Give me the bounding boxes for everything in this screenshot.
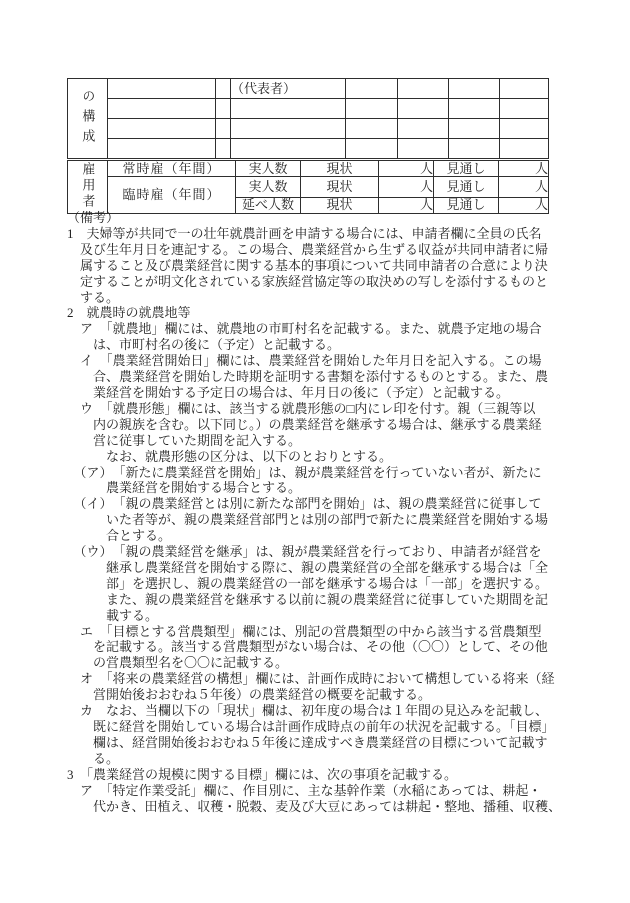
empty-cell bbox=[449, 79, 500, 99]
empty-cell bbox=[216, 79, 231, 99]
note-line: 定することが明文化されている家族経営協定等の取決めの写しを添付するものと bbox=[67, 273, 549, 289]
empty-cell bbox=[231, 119, 346, 139]
status-unit-label: 人 bbox=[379, 161, 434, 177]
outlook-unit-label: 人 bbox=[499, 177, 549, 198]
notes-section bbox=[67, 210, 587, 814]
note-line: 2 就農時の就農地等 bbox=[67, 305, 191, 321]
table-row bbox=[68, 139, 549, 159]
table-row bbox=[68, 119, 549, 139]
representative-label-cell: （代表者） bbox=[231, 79, 346, 99]
note-line: ウ 「就農形態」欄には、該当する就農形態の□内にレ印を付す。親（三親等以 bbox=[67, 400, 536, 416]
empty-cell bbox=[216, 119, 231, 139]
empty-cell bbox=[108, 79, 216, 99]
empty-cell bbox=[216, 139, 231, 159]
note-line: なお、就農形態の区分は、以下のとおりとする。 bbox=[67, 448, 393, 464]
note-line: カ なお、当欄以下の「現状」欄は、初年度の場合は１年間の見込みを記載し、 bbox=[67, 703, 549, 719]
empty-cell bbox=[398, 79, 449, 99]
note-line: 農業経営を開始する場合とする。 bbox=[67, 480, 302, 496]
note-line: の営農類型名を〇〇に記載する。 bbox=[67, 655, 289, 671]
empty-cell bbox=[108, 119, 216, 139]
household-composition-table bbox=[67, 78, 549, 159]
outlook-label: 見通し bbox=[434, 177, 499, 198]
count-type-label: 延べ人数 bbox=[236, 197, 301, 213]
outlook-unit-label: 人 bbox=[499, 161, 549, 177]
note-line: ア 「就農地」欄には、就農地の市町村名を記載する。また、就農予定地の場合 bbox=[67, 321, 542, 337]
table-row bbox=[68, 79, 549, 99]
count-type-label: 実人数 bbox=[236, 161, 301, 177]
outlook-label: 見通し bbox=[434, 197, 499, 213]
empty-cell bbox=[449, 119, 500, 139]
note-line: る。 bbox=[67, 750, 120, 766]
outlook-unit-label: 人 bbox=[499, 197, 549, 213]
status-label: 現状 bbox=[301, 197, 379, 213]
note-line: する。 bbox=[67, 289, 120, 305]
note-line: エ 「目標とする営農類型」欄には、別記の営農類型の中から該当する営農類型 bbox=[67, 623, 542, 639]
empty-cell bbox=[346, 119, 398, 139]
empty-cell bbox=[398, 99, 449, 119]
table-row bbox=[68, 161, 549, 177]
note-line: 合とする。 bbox=[67, 528, 172, 544]
note-line: 3 「農業経営の規模に関する目標」欄には、次の事項を記載する。 bbox=[67, 766, 458, 782]
note-line: いた者等が、親の農業経営部門とは別の部門で新たに農業経営を開始する場 bbox=[67, 512, 549, 528]
empty-cell bbox=[346, 139, 398, 159]
empty-cell bbox=[108, 139, 216, 159]
status-label: 現状 bbox=[301, 177, 379, 198]
employment-side-label bbox=[68, 161, 108, 214]
note-line: また、親の農業経営を継承する以前に親の農業経営に従事していた期間を記 bbox=[67, 591, 549, 607]
note-line: 欄は、経営開始後おおむね５年後に達成すべき農業経営の目標について記載す bbox=[67, 734, 548, 750]
note-line: 内の親族を含む。以下同じ。）の農業経営を継承する場合は、継承する農業経 bbox=[67, 416, 542, 432]
note-line: ア 「特定作業受託」欄に、作目別に、主な基幹作業（水稲にあっては、耕起・ bbox=[67, 782, 542, 798]
empty-cell bbox=[449, 99, 500, 119]
empty-cell bbox=[449, 139, 500, 159]
note-line: 業経営を開始する予定日の場合は、年月日の後に（予定）と記載する。 bbox=[67, 384, 510, 400]
note-line: 既に経営を開始している場合は計画作成時点の前年の状況を記載する。「目標」 bbox=[67, 719, 555, 734]
note-line: （イ） 「親の農業経営とは別に新たな部門を開始」は、親の農業経営に従事して bbox=[67, 496, 542, 512]
note-line: 継承し農業経営を開始する際に、親の農業経営の全部を継承する場合は「全 bbox=[67, 559, 549, 575]
regular-employment-label: 常時雇（年間） bbox=[108, 161, 236, 177]
status-unit-label: 人 bbox=[379, 177, 434, 198]
household-composition-side-label bbox=[68, 79, 108, 159]
note-line: 営開始後おおむね５年後）の農業経営の概要を記載する。 bbox=[67, 687, 432, 703]
empty-cell bbox=[398, 119, 449, 139]
table-row bbox=[68, 99, 549, 119]
employment-table bbox=[67, 160, 549, 214]
temporary-employment-label: 臨時雇（年間） bbox=[108, 177, 236, 214]
table-row bbox=[68, 177, 549, 198]
note-line: を記載する。該当する営農類型がない場合は、その他（〇〇）として、その他 bbox=[67, 639, 548, 655]
note-line: 1 夫婦等が共同で一の壮年就農計画を申請する場合には、申請者欄に全員の氏名 bbox=[67, 225, 542, 241]
note-line: （ア） 「新たに農業経営を開始」は、親が農業経営を行っていない者が、新たに bbox=[67, 464, 542, 480]
outlook-label: 見通し bbox=[434, 161, 499, 177]
count-type-label: 実人数 bbox=[236, 177, 301, 198]
status-label: 現状 bbox=[301, 161, 379, 177]
note-line: オ 「将来の農業経営の構想」欄には、計画作成時において構想している将来（経 bbox=[67, 671, 555, 687]
note-line: 合、農業経営を開始した時期を証明する書類を添付するものとする。また、農 bbox=[67, 369, 549, 385]
empty-cell bbox=[216, 99, 231, 119]
empty-cell bbox=[500, 139, 549, 159]
side-label-text: 雇用者 bbox=[80, 162, 96, 210]
empty-cell bbox=[346, 79, 398, 99]
note-line: 営に従事していた期間を記入する。 bbox=[67, 432, 302, 448]
empty-cell bbox=[346, 99, 398, 119]
empty-cell bbox=[231, 99, 346, 119]
note-line: は、市町村名の後に（予定）と記載する。 bbox=[67, 337, 341, 353]
empty-cell bbox=[500, 99, 549, 119]
note-line: 及び生年月日を連記する。この場合、農業経営から生ずる収益が共同申請者に帰 bbox=[67, 241, 549, 257]
empty-cell bbox=[500, 79, 549, 99]
note-line: イ 「農業経営開始日」欄には、農業経営を開始した年月日を記入する。この場 bbox=[67, 353, 542, 369]
note-line: 載する。 bbox=[67, 607, 159, 623]
empty-cell bbox=[231, 139, 346, 159]
empty-cell bbox=[500, 119, 549, 139]
status-unit-label: 人 bbox=[379, 197, 434, 213]
note-line: 部」を選択し、親の農業経営の一部を継承する場合は「一部」を選択する。 bbox=[67, 575, 549, 591]
note-line: （ウ） 「親の農業経営を継承」は、親が農業経営を行っており、申請者が経営を bbox=[67, 544, 542, 560]
note-line: 代かき、田植え、収穫・脱穀、麦及び大豆にあっては耕起・整地、播種、収穫、 bbox=[67, 798, 562, 814]
side-label-text: の構成 bbox=[80, 88, 96, 149]
empty-cell bbox=[398, 139, 449, 159]
note-line: （備考） bbox=[67, 210, 120, 225]
note-line: 属すること及び農業経営に関する基本的事項について共同申請者の合意により決 bbox=[67, 257, 548, 273]
empty-cell bbox=[108, 99, 216, 119]
